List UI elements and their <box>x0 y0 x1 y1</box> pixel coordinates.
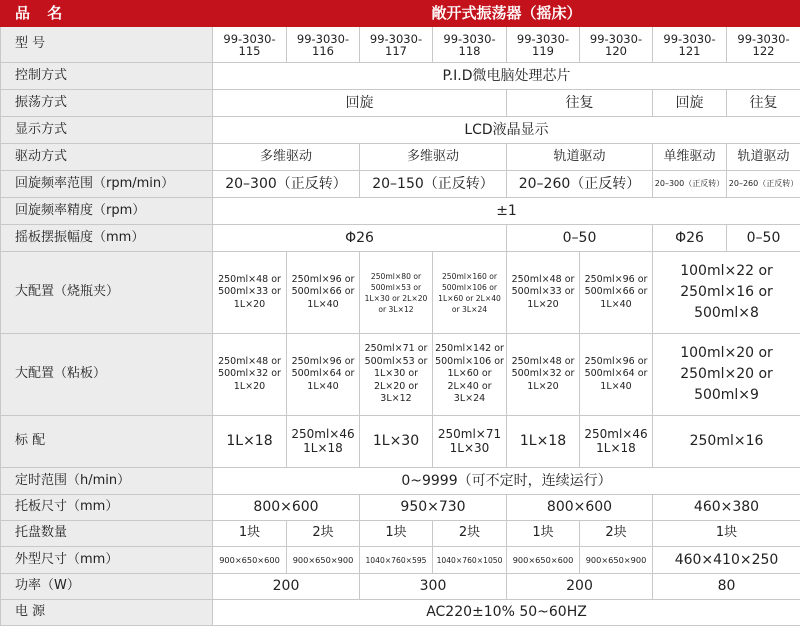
freq-precision-row <box>1 198 800 225</box>
config-line: 250ml×96 or <box>580 274 652 287</box>
tray-value: 1块 <box>213 521 287 547</box>
standard-cell <box>653 416 800 468</box>
tray-value: 2块 <box>287 521 360 547</box>
config-flask-row <box>1 252 800 334</box>
tray-label: 托盘数量 <box>1 521 213 547</box>
standard-line: 250ml×46 <box>287 428 359 442</box>
model-cell: 99-3030-116 <box>287 27 360 63</box>
config-line: 1L×40 <box>287 299 359 312</box>
supply-row <box>1 600 800 626</box>
drive-value: 单维驱动 <box>653 144 727 171</box>
config-line: 500ml×66 or <box>287 286 359 299</box>
standard-cell <box>213 416 287 468</box>
model-row <box>1 27 800 63</box>
standard-cell <box>433 416 507 468</box>
config-cell <box>287 334 360 416</box>
config-line: 2L×20 or <box>360 381 432 394</box>
tray-value: 2块 <box>580 521 653 547</box>
standard-line: 1L×18 <box>507 433 579 449</box>
config-line: 250ml×96 or <box>287 356 359 369</box>
drive-value: 轨道驱动 <box>727 144 800 171</box>
standard-label: 标 配 <box>1 416 213 468</box>
config-line: 500ml×53 or <box>360 356 432 369</box>
model-cell: 99-3030-119 <box>507 27 580 63</box>
config-cell <box>433 334 507 416</box>
standard-cell <box>287 416 360 468</box>
config-line: 250ml×48 or <box>213 274 286 287</box>
amplitude-row <box>1 225 800 252</box>
config-line: 500ml×106 or <box>433 282 506 293</box>
drive-label: 驱动方式 <box>1 144 213 171</box>
product-name: 敞开式振荡器（摇床） <box>213 1 800 27</box>
freq-range-value: 20–260（正反转） <box>507 171 653 198</box>
config-line: 250ml×48 or <box>507 274 579 287</box>
config-line: 250ml×96 or <box>287 274 359 287</box>
freq-range-value: 20–150（正反转） <box>360 171 507 198</box>
config-cell <box>213 252 287 334</box>
tray-value: 2块 <box>433 521 507 547</box>
config-line: 1L×30 or <box>360 368 432 381</box>
config-cell <box>580 334 653 416</box>
config-line: 1L×20 <box>507 381 579 394</box>
oscillation-label: 振荡方式 <box>1 90 213 117</box>
pallet-value: 950×730 <box>360 495 507 521</box>
dimensions-row <box>1 547 800 574</box>
standard-row <box>1 416 800 468</box>
model-label: 型 号 <box>1 27 213 63</box>
drive-value: 轨道驱动 <box>507 144 653 171</box>
display-row <box>1 117 800 144</box>
config-cell <box>213 334 287 416</box>
config-line: 100ml×22 or <box>653 261 800 282</box>
dimensions-value: 900×650×600 <box>213 547 287 574</box>
dimensions-value: 900×650×900 <box>287 547 360 574</box>
power-value: 80 <box>653 574 800 600</box>
header-label: 品 名 <box>1 1 213 27</box>
config-line: 500ml×32 or <box>213 368 286 381</box>
config-line: 1L×20 <box>213 299 286 312</box>
config-line: 1L×20 <box>213 381 286 394</box>
power-value: 200 <box>507 574 653 600</box>
pallet-value: 800×600 <box>507 495 653 521</box>
config-line: 2L×40 or <box>433 381 506 394</box>
freq-range-value: 20–260（正反转） <box>727 171 800 198</box>
config-line: 1L×40 <box>580 381 652 394</box>
power-value: 200 <box>213 574 360 600</box>
model-cell: 99-3030-118 <box>433 27 507 63</box>
config-cell <box>433 252 507 334</box>
oscillation-value: 往复 <box>727 90 800 117</box>
timer-row <box>1 468 800 495</box>
freq-range-row <box>1 171 800 198</box>
config-cell <box>287 252 360 334</box>
config-line: 500ml×64 or <box>287 368 359 381</box>
config-line: or 3L×24 <box>433 304 506 315</box>
freq-precision-value: ±1 <box>213 198 800 225</box>
dimensions-value: 460×410×250 <box>653 547 800 574</box>
config-line: 500ml×8 <box>653 303 800 324</box>
control-label: 控制方式 <box>1 63 213 90</box>
standard-cell <box>360 416 433 468</box>
tray-value: 1块 <box>507 521 580 547</box>
oscillation-value: 往复 <box>507 90 653 117</box>
dimensions-value: 900×650×900 <box>580 547 653 574</box>
config-line: 250ml×71 or <box>360 343 432 356</box>
config-line: 3L×24 <box>433 393 506 406</box>
freq-range-label: 回旋频率范围（rpm/min） <box>1 171 213 198</box>
config-sticky-label: 大配置（粘板） <box>1 334 213 416</box>
standard-line: 1L×30 <box>433 442 506 456</box>
tray-value: 1块 <box>653 521 800 547</box>
dimensions-value: 1040×760×595 <box>360 547 433 574</box>
config-line: 1L×30 or 2L×20 <box>360 293 432 304</box>
config-cell <box>580 252 653 334</box>
drive-row <box>1 144 800 171</box>
power-label: 功率（W） <box>1 574 213 600</box>
config-line: 500ml×106 or <box>433 356 506 369</box>
standard-line: 250ml×16 <box>653 433 800 449</box>
drive-value: 多维驱动 <box>360 144 507 171</box>
oscillation-row <box>1 90 800 117</box>
amplitude-value: Φ26 <box>653 225 727 252</box>
drive-value: 多维驱动 <box>213 144 360 171</box>
config-line: 1L×40 <box>580 299 652 312</box>
oscillation-value: 回旋 <box>213 90 507 117</box>
amplitude-value: 0–50 <box>507 225 653 252</box>
oscillation-value: 回旋 <box>653 90 727 117</box>
config-line: 1L×60 or <box>433 368 506 381</box>
config-line: 250ml×48 or <box>507 356 579 369</box>
power-value: 300 <box>360 574 507 600</box>
model-cell: 99-3030-122 <box>727 27 800 63</box>
standard-line: 1L×18 <box>213 433 286 449</box>
timer-value: 0~9999（可不定时，连续运行） <box>213 468 800 495</box>
config-sticky-row <box>1 334 800 416</box>
tray-value: 1块 <box>360 521 433 547</box>
tray-row <box>1 521 800 547</box>
header-row <box>1 1 800 27</box>
display-label: 显示方式 <box>1 117 213 144</box>
config-line: or 3L×12 <box>360 304 432 315</box>
config-line: 500ml×9 <box>653 385 800 406</box>
config-line: 250ml×142 or <box>433 343 506 356</box>
config-line: 500ml×64 or <box>580 368 652 381</box>
freq-range-value: 20–300（正反转） <box>653 171 727 198</box>
standard-line: 250ml×46 <box>580 428 652 442</box>
standard-line: 250ml×71 <box>433 428 506 442</box>
freq-range-value: 20–300（正反转） <box>213 171 360 198</box>
standard-cell <box>507 416 580 468</box>
supply-label: 电 源 <box>1 600 213 626</box>
config-cell <box>507 334 580 416</box>
config-line: 100ml×20 or <box>653 343 800 364</box>
config-line: 500ml×33 or <box>213 286 286 299</box>
config-line: 250ml×20 or <box>653 364 800 385</box>
config-line: 500ml×33 or <box>507 286 579 299</box>
config-line: 250ml×48 or <box>213 356 286 369</box>
config-cell <box>360 252 433 334</box>
config-line: 250ml×96 or <box>580 356 652 369</box>
model-cell: 99-3030-117 <box>360 27 433 63</box>
config-line: 500ml×53 or <box>360 282 432 293</box>
model-cell: 99-3030-120 <box>580 27 653 63</box>
config-line: 500ml×32 or <box>507 368 579 381</box>
config-cell <box>653 334 800 416</box>
config-flask-label: 大配置（烧瓶夹） <box>1 252 213 334</box>
config-line: 1L×60 or 2L×40 <box>433 293 506 304</box>
config-cell <box>507 252 580 334</box>
config-line: 250ml×160 or <box>433 271 506 282</box>
timer-label: 定时范围（h/min） <box>1 468 213 495</box>
standard-line: 1L×30 <box>360 433 432 449</box>
config-line: 250ml×80 or <box>360 271 432 282</box>
model-cell: 99-3030-121 <box>653 27 727 63</box>
config-line: 3L×12 <box>360 393 432 406</box>
control-value: P.I.D微电脑处理芯片 <box>213 63 800 90</box>
model-cell: 99-3030-115 <box>213 27 287 63</box>
power-row <box>1 574 800 600</box>
pallet-row <box>1 495 800 521</box>
dimensions-label: 外型尺寸（mm） <box>1 547 213 574</box>
pallet-label: 托板尺寸（mm） <box>1 495 213 521</box>
dimensions-value: 1040×760×1050 <box>433 547 507 574</box>
supply-value: AC220±10% 50~60HZ <box>213 600 800 626</box>
amplitude-value: 0–50 <box>727 225 800 252</box>
amplitude-label: 摇板摆振幅度（mm） <box>1 225 213 252</box>
standard-line: 1L×18 <box>580 442 652 456</box>
pallet-value: 800×600 <box>213 495 360 521</box>
config-line: 250ml×16 or <box>653 282 800 303</box>
config-line: 500ml×66 or <box>580 286 652 299</box>
standard-line: 1L×18 <box>287 442 359 456</box>
pallet-value: 460×380 <box>653 495 800 521</box>
amplitude-value: Φ26 <box>213 225 507 252</box>
standard-cell <box>580 416 653 468</box>
config-cell <box>653 252 800 334</box>
freq-precision-label: 回旋频率精度（rpm） <box>1 198 213 225</box>
config-line: 1L×40 <box>287 381 359 394</box>
display-value: LCD液晶显示 <box>213 117 800 144</box>
control-row <box>1 63 800 90</box>
config-cell <box>360 334 433 416</box>
config-line: 1L×20 <box>507 299 579 312</box>
dimensions-value: 900×650×600 <box>507 547 580 574</box>
